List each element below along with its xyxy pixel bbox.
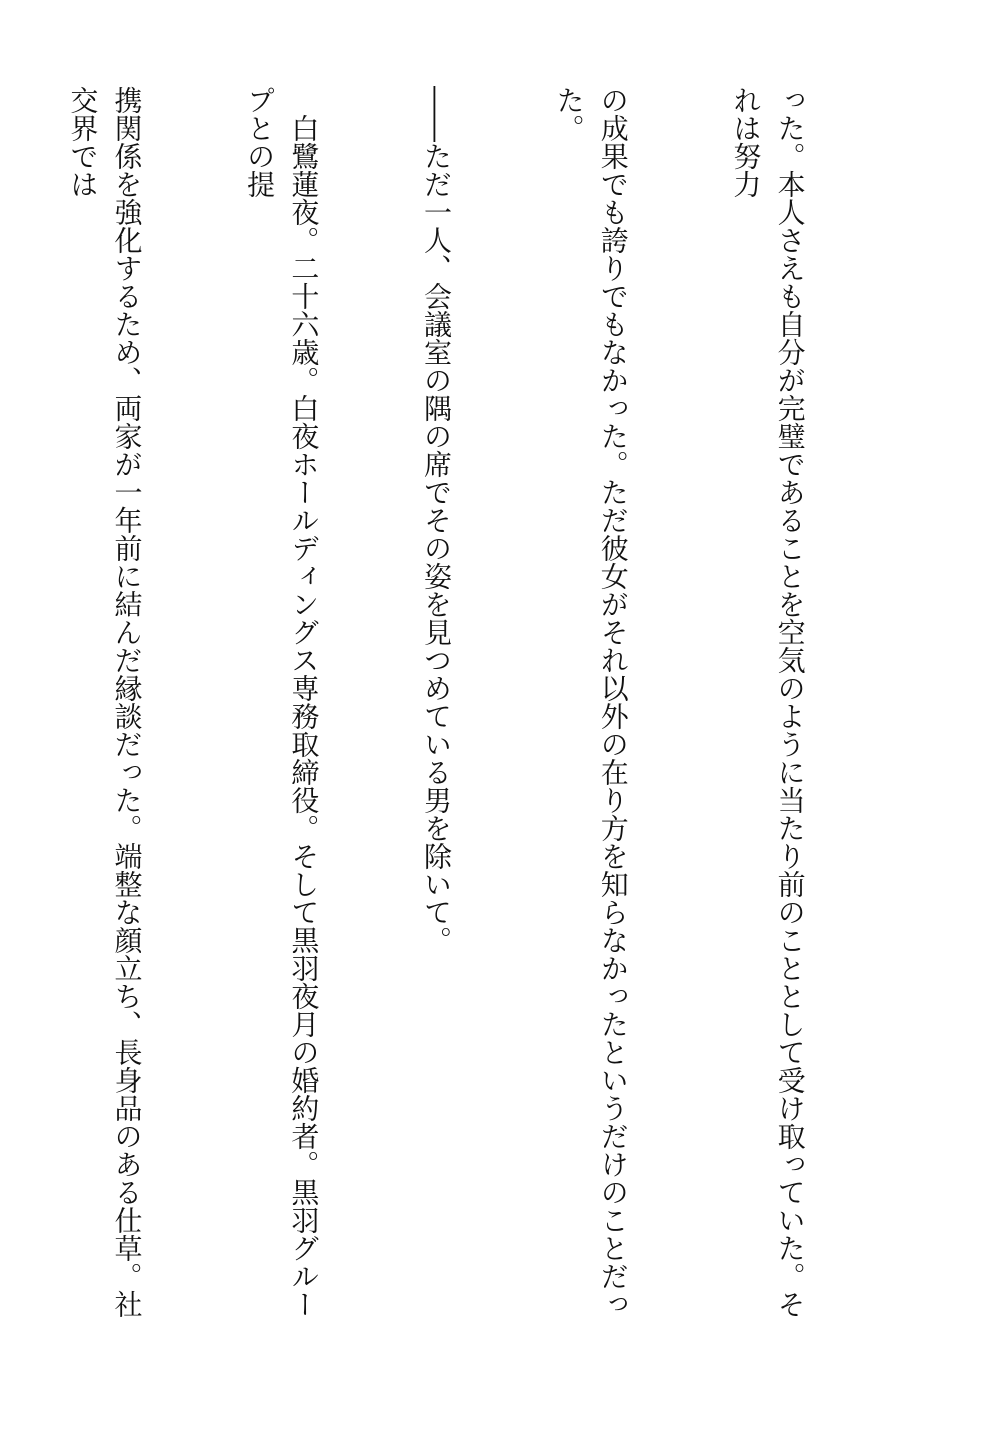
text-line-2: の成果でも誇りでもなかった。ただ彼女がそれ以外の在り方を知らなかったというだけのことだった。 xyxy=(552,86,630,1318)
text-line-1: った。本人さえも自分が完璧であることを空気のように当たり前のこととして受け取っていた。それは努力 xyxy=(729,86,807,1318)
vertical-text-body xyxy=(66,86,900,1336)
text-line-4: 白鷺蓮夜。二十六歳。白夜ホールディングス専務取締役。そして黒羽夜月の婚約者。黒羽グループとの提 xyxy=(243,86,321,1318)
text-line-3: ――ただ一人、会議室の隅の席でその姿を見つめている男を除いて。 xyxy=(419,86,453,954)
text-line-5: 携関係を強化するため、両家が一年前に結んだ縁談だった。端整な顔立ち、長身品のある仕草。社交界では xyxy=(66,86,144,1318)
